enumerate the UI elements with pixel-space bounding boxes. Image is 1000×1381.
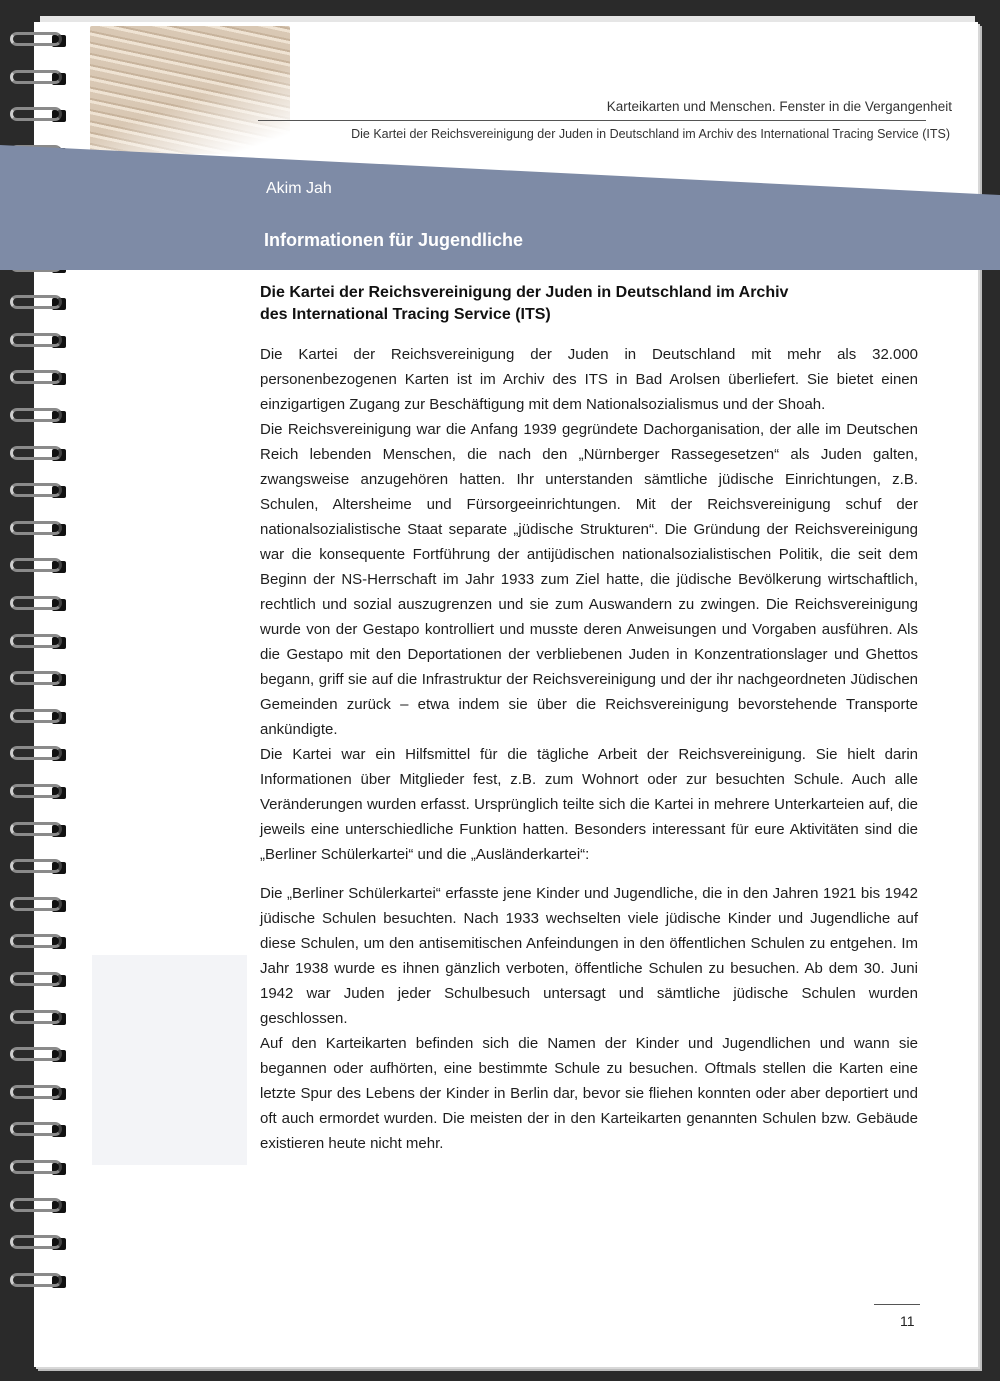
- spiral-ring: [4, 68, 72, 88]
- wire-loop: [10, 370, 62, 384]
- spiral-ring: [4, 444, 72, 464]
- spiral-ring: [4, 30, 72, 50]
- spiral-ring: [4, 820, 72, 840]
- wire-loop: [10, 558, 62, 572]
- wire-loop: [10, 596, 62, 610]
- header-rule: [258, 120, 926, 121]
- spiral-ring: [4, 895, 72, 915]
- index-cards-photo: [90, 26, 290, 154]
- spiral-ring: [4, 1271, 72, 1291]
- paragraph-schuelerkartei: Die „Berliner Schülerkartei“ erfasste jene Kinder und Jugendliche, die in den Jahren 1921 bis 1942 jüdische Schulen besuchten. Nach 1933 wechselten viele jüdische Kinder und Jugendliche auf diese Schulen, um den antisemitischen Anfeindungen in den öffentlichen Schulen zu entgehen. Im Jahr 1938 wurde es ihnen gänzlich verboten, öffentliche Schulen zu besuchen. Ab dem 30. Juni 1942 war Juden jeder Schulbesuch untersagt und sämtliche jüdische Schulen wurden geschlossen.: [260, 885, 918, 1027]
- spiral-ring: [4, 481, 72, 501]
- spiral-ring: [4, 744, 72, 764]
- wire-loop: [10, 295, 62, 309]
- paragraph-reichsvereinigung: Die Reichsvereinigung war die Anfang 1939 gegründete Dachorganisation, der alle im Deutschen Reich lebenden Menschen, die nach den „Nürnberger Rassegesetzen“ als Juden galten, zwangsweise anzugehören hatten. Ihr unterstanden sämtliche jüdische Einrichtungen, z.B. Schulen, Altersheime und Fürsorgeeinrichtungen. Mit der Reichsvereinigung schuf der nationalsozialistische Staat separate „jüdische Strukturen“. Die Gründung der Reichsvereinigung war die konsequente Fortführung der antijüdischen nationalsozialistischen Politik, die seit dem Beginn der NS-Herrschaft im Jahr 1933 zum Ziel hatte, die jüdische Bevölkerung wirtschaftlich, rechtlich und sozial auszugrenzen und sie zum Auswandern zu zwingen. Die Reichsvereinigung wurde von der Gestapo kontrolliert und musste deren Anweisungen und Vorgaben ausführen. Als die Gestapo mit den Deportationen der verbliebenen Juden in Konzentrationslager und Ghettos begann, griff sie auf die Infrastruktur der Reichsvereinigung und der ihr nachgeordneten Jüdischen Gemeinden zurück – etwa indem sie über die Reichsvereinigung bevorstehende Transporte ankündigte.: [260, 421, 918, 738]
- wire-loop: [10, 1085, 62, 1099]
- wire-loop: [10, 1273, 62, 1287]
- section-title: Informationen für Jugendliche: [264, 230, 524, 250]
- spiral-ring: [4, 1120, 72, 1140]
- spiral-ring: [4, 1045, 72, 1065]
- article-body: [260, 282, 918, 1156]
- wire-loop: [10, 1235, 62, 1249]
- wire-loop: [10, 70, 62, 84]
- header-title: Karteikarten und Menschen. Fenster in die Vergangenheit: [606, 99, 952, 114]
- header-subtitle: Die Kartei der Reichsvereinigung der Juden in Deutschland im Archiv des International Tracing Service (ITS): [351, 127, 950, 141]
- page-number-rule: [874, 1304, 920, 1305]
- spiral-ring: [4, 368, 72, 388]
- spiral-ring: [4, 1233, 72, 1253]
- wire-loop: [10, 32, 62, 46]
- wire-loop: [10, 408, 62, 422]
- article-heading-line-2: des International Tracing Service (ITS): [260, 306, 551, 323]
- faded-sidebar-block: [92, 955, 247, 1165]
- paragraph-intro: Die Kartei der Reichsvereinigung der Juden in Deutschland mit mehr als 32.000 personenbezogenen Karten ist im Archiv des ITS in Bad Arolsen überliefert. Sie bietet einen einzigartigen Zugang zur Beschäftigung mit dem Nationalsozialismus und der Shoah.: [260, 346, 918, 413]
- wire-loop: [10, 521, 62, 535]
- spiral-ring: [4, 556, 72, 576]
- wire-loop: [10, 634, 62, 648]
- wire-loop: [10, 333, 62, 347]
- wire-loop: [10, 784, 62, 798]
- wire-loop: [10, 1010, 62, 1024]
- spiral-ring: [4, 632, 72, 652]
- wire-loop: [10, 1160, 62, 1174]
- spiral-ring: [4, 857, 72, 877]
- wire-loop: [10, 107, 62, 121]
- spiral-ring: [4, 293, 72, 313]
- wire-loop: [10, 1122, 62, 1136]
- spiral-ring: [4, 970, 72, 990]
- wire-loop: [10, 709, 62, 723]
- spiral-ring: [4, 1008, 72, 1028]
- wire-loop: [10, 746, 62, 760]
- spiral-ring: [4, 331, 72, 351]
- wire-loop: [10, 1047, 62, 1061]
- article-heading: [260, 282, 918, 326]
- wire-loop: [10, 934, 62, 948]
- wire-loop: [10, 671, 62, 685]
- wire-loop: [10, 972, 62, 986]
- spiral-ring: [4, 932, 72, 952]
- paragraph-kartei: Die Kartei war ein Hilfsmittel für die tägliche Arbeit der Reichsvereinigung. Sie hielt darin Informationen über Mitglieder fest, z.B. zum Wohnort oder zur besuchten Schule. Auch alle Veränderungen wurden erfasst. Ursprünglich teilte sich die Kartei in mehrere Unterkarteien auf, die jeweils eine unterschiedliche Funktion hatten. Besonders interessant für eure Aktivitäten sind die „Berliner Schülerkartei“ und die „Ausländerkartei“:: [260, 746, 918, 863]
- spiral-ring: [4, 519, 72, 539]
- spiral-ring: [4, 1083, 72, 1103]
- wire-loop: [10, 483, 62, 497]
- wire-loop: [10, 859, 62, 873]
- wire-loop: [10, 446, 62, 460]
- wire-loop: [10, 897, 62, 911]
- page-number: 11: [900, 1313, 915, 1329]
- article-heading-line-1: Die Kartei der Reichsvereinigung der Juden in Deutschland im Archiv: [260, 284, 789, 301]
- spiral-ring: [4, 105, 72, 125]
- wire-loop: [10, 1198, 62, 1212]
- spiral-ring: [4, 707, 72, 727]
- spiral-ring: [4, 782, 72, 802]
- spiral-ring: [4, 594, 72, 614]
- paragraph-karteikarten: Auf den Karteikarten befinden sich die Namen der Kinder und Jugendlichen und wann sie begannen oder aufhörten, eine bestimmte Schule zu besuchen. Oftmals stellen die Karten eine letzte Spur des Lebens der Kinder in Berlin dar, bevor sie fliehen konnten oder aber deportiert und oft auch ermordet wurden. Die meisten der in den Karteikarten genannten Schulen bzw. Gebäude existieren heute nicht mehr.: [260, 1035, 918, 1152]
- spiral-ring: [4, 406, 72, 426]
- spiral-ring: [4, 669, 72, 689]
- spiral-ring: [4, 1158, 72, 1178]
- spiral-ring: [4, 1196, 72, 1216]
- author-name: Akim Jah: [266, 180, 332, 197]
- wire-loop: [10, 822, 62, 836]
